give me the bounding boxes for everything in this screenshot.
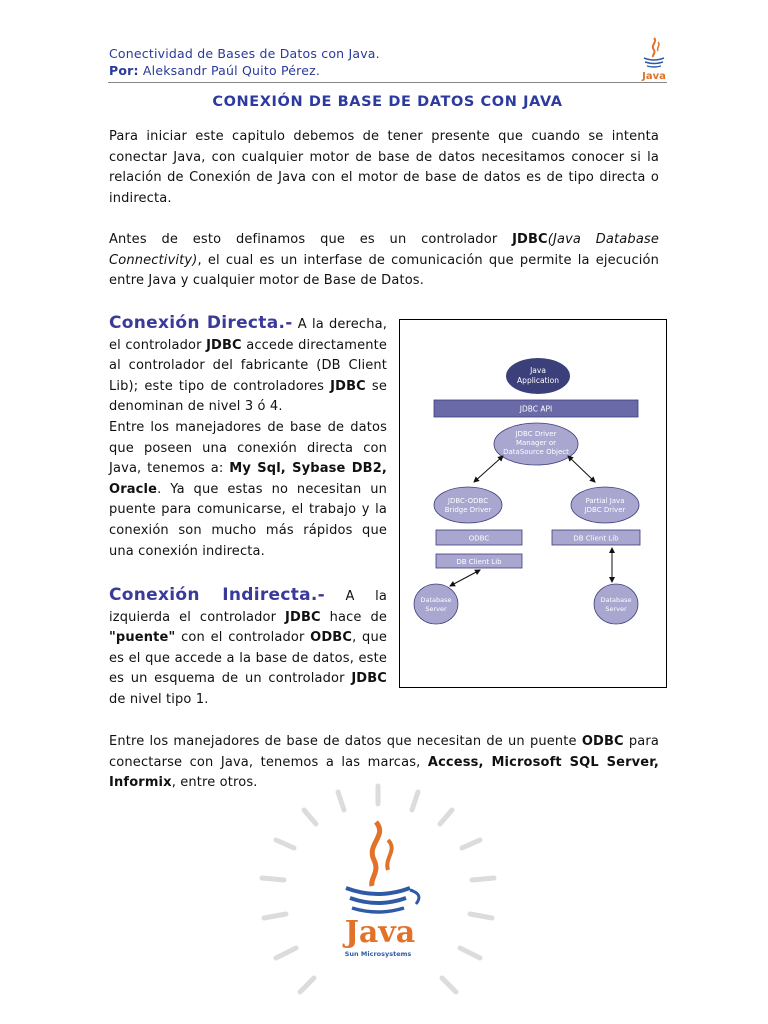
driver-manager-label-1: JDBC Driver xyxy=(515,430,557,438)
text-run: Entre los manejadores de base de datos que poseen una conexión directa con Java, tenemos a: xyxy=(109,419,387,477)
page-title: CONEXIÓN DE BASE DE DATOS CON JAVA xyxy=(212,94,563,110)
jdbc-architecture-diagram xyxy=(400,320,666,687)
text-run: con el controlador xyxy=(175,630,311,646)
big-logo-brand: Java xyxy=(344,915,416,950)
header-author-label: Por: xyxy=(109,63,139,78)
document-header xyxy=(109,45,380,79)
bold-run: ODBC xyxy=(581,734,624,749)
header-author-line xyxy=(109,62,380,79)
db-right-label-1: Database xyxy=(600,596,632,604)
arrow-client-server-left xyxy=(450,570,480,586)
text-run: A la derecha, el controlador xyxy=(109,317,387,353)
section-conexion-indirecta xyxy=(109,585,387,711)
text-run: , el cual es un interfase de comunicación que permite la ejecución entre Java y cualquier motor de Base de Datos. xyxy=(109,252,659,289)
jdbc-api-label: JDBC API xyxy=(519,404,553,414)
heading-conexion-indirecta: Conexión Indirecta.- xyxy=(109,585,326,605)
text-run: de nivel tipo 1. xyxy=(109,691,209,707)
big-logo-company: Sun Microsystems xyxy=(344,950,412,958)
bold-run: JDBC xyxy=(512,232,548,247)
arrow-manager-partial xyxy=(568,456,595,482)
partial-label-1: Partial Java xyxy=(585,497,625,505)
bold-run: JDBC xyxy=(351,671,387,687)
driver-manager-label-3: DataSource Object xyxy=(503,448,569,456)
db-left-label-2: Server xyxy=(425,605,447,613)
bold-run: JDBC xyxy=(285,609,321,625)
database-server-right-node xyxy=(594,584,638,624)
text-run: accede directamente al controlador del fabricante (DB Client Lib); este tipo de controladores xyxy=(109,337,388,394)
text-run: hace de xyxy=(320,609,387,625)
section-conexion-directa xyxy=(109,313,387,562)
heading-conexion-directa: Conexión Directa.- xyxy=(109,313,293,333)
bold-run: My Sql, Sybase DB2, Oracle xyxy=(109,461,387,497)
header-logo-text: Java xyxy=(642,71,666,82)
odbc-label: ODBC xyxy=(468,534,490,543)
text-run: A la izquierda el controlador xyxy=(109,589,387,625)
partial-java-driver-node xyxy=(571,487,639,523)
bold-run: Access, Microsoft SQL Server, Informix xyxy=(109,754,659,791)
text-run: , entre otros. xyxy=(171,775,258,791)
italic-run: (Java Database Connectivity) xyxy=(109,232,660,268)
text-run: . Ya que estas no necesitan un puente para comunicarse, el trabajo y la conexión son mucho más rápidos que una conexión indirecta. xyxy=(109,481,387,559)
db-left-label-1: Database xyxy=(420,596,452,604)
text-run: Antes de esto definamos que es un controlador xyxy=(109,232,513,247)
header-author-name: Aleksandr Paúl Quito Pérez. xyxy=(142,63,321,78)
partial-label-2: JDBC Driver xyxy=(584,506,626,514)
header-divider xyxy=(108,82,667,83)
java-application-label-2: Application xyxy=(517,376,559,385)
bold-run: JDBC xyxy=(206,337,242,353)
bold-run: "puente" xyxy=(109,630,176,646)
java-sun-logo-icon xyxy=(248,782,508,1022)
text-run: se denominan de nivel 3 ó 4. xyxy=(109,378,387,415)
db-client-lib-left-label: DB Client Lib xyxy=(456,558,502,566)
bridge-label-1: JDBC-ODBC xyxy=(447,497,489,505)
java-logo-icon xyxy=(636,36,672,82)
bold-run: ODBC xyxy=(310,630,353,646)
bridge-label-2: Bridge Driver xyxy=(444,506,492,514)
paragraph-intro: Para iniciar este capitulo debemos de tener presente que cuando se intenta conectar Java, con cualquier motor de base de datos necesitamos conocer si la relación de Conexión de Java con el motor de base de datos es de tipo directa o indirecta. xyxy=(109,129,659,206)
db-client-lib-right-label: DB Client Lib xyxy=(573,534,619,543)
header-subject: Conectividad de Bases de Datos con Java. xyxy=(109,46,380,61)
driver-manager-label-2: Manager or xyxy=(515,439,557,447)
paragraph-jdbc-definition xyxy=(109,230,659,292)
text-run: , que es el que accede a la base de datos, este es un esquema de un controlador xyxy=(109,630,387,687)
text-run: para conectarse con Java, tenemos a las marcas, xyxy=(109,734,659,770)
jdbc-odbc-bridge-node xyxy=(434,487,502,523)
database-server-left-node xyxy=(414,584,458,624)
jdbc-architecture-figure xyxy=(399,319,667,688)
arrow-manager-bridge xyxy=(474,456,503,482)
java-application-label-1: Java xyxy=(530,366,546,375)
bold-run: JDBC xyxy=(330,378,366,394)
text-run: Entre los manejadores de base de datos que necesitan de un puente xyxy=(109,734,582,749)
db-right-label-2: Server xyxy=(605,605,627,613)
